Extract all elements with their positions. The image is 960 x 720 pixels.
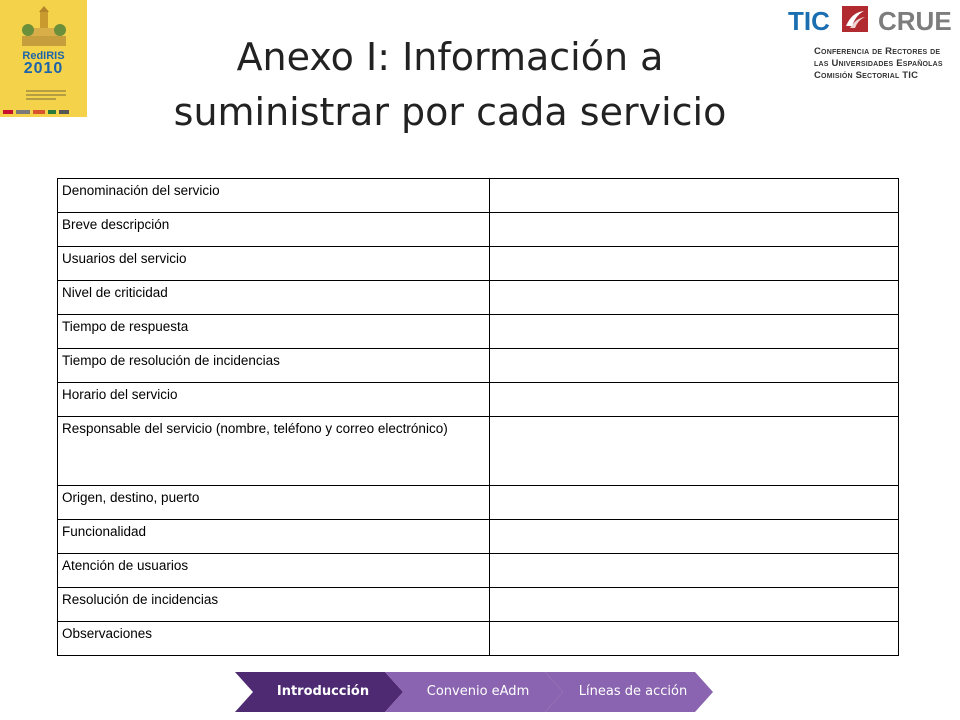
page-title-line1: Anexo I: Información a — [236, 35, 664, 79]
nav-item-convenio-eadm[interactable]: Convenio eAdm — [426, 684, 530, 699]
table-row — [58, 588, 899, 622]
crue-subtitle — [814, 46, 943, 82]
row-label: Nivel de criticidad — [58, 281, 490, 315]
nav-item-lineas-de-accion[interactable]: Líneas de acción — [578, 684, 688, 699]
row-value — [490, 281, 899, 315]
crue-subtitle-line: Comisión Sectorial TIC — [814, 70, 919, 81]
row-value — [490, 213, 899, 247]
crue-subtitle-line: las Universidades Españolas — [814, 58, 943, 69]
row-value — [490, 486, 899, 520]
row-value — [490, 622, 899, 656]
table-row — [58, 417, 899, 486]
tower-illustration-icon — [20, 6, 68, 50]
row-value — [490, 315, 899, 349]
table-row — [58, 349, 899, 383]
row-label: Resolución de incidencias — [58, 588, 490, 622]
table-row — [58, 520, 899, 554]
row-label: Origen, destino, puerto — [58, 486, 490, 520]
row-label: Usuarios del servicio — [58, 247, 490, 281]
row-label: Responsable del servicio (nombre, teléfono y correo electrónico) — [58, 417, 490, 486]
tic-wordmark — [788, 6, 830, 37]
section-navigation — [235, 672, 715, 712]
row-value — [490, 179, 899, 213]
table-row — [58, 315, 899, 349]
row-value — [490, 349, 899, 383]
table-row — [58, 281, 899, 315]
row-label: Tiempo de resolución de incidencias — [58, 349, 490, 383]
row-label: Breve descripción — [58, 213, 490, 247]
row-value — [490, 417, 899, 486]
crue-wordmark: CRUE — [878, 6, 952, 36]
table-row — [58, 554, 899, 588]
table-row — [58, 179, 899, 213]
row-label: Funcionalidad — [58, 520, 490, 554]
table-row — [58, 383, 899, 417]
sponsor-logos — [3, 110, 85, 115]
row-label: Observaciones — [58, 622, 490, 656]
nav-item-introduccion[interactable]: Introducción — [276, 684, 370, 699]
page-title — [110, 30, 790, 140]
table-row — [58, 213, 899, 247]
row-value — [490, 554, 899, 588]
row-value — [490, 383, 899, 417]
table-row — [58, 486, 899, 520]
row-value — [490, 520, 899, 554]
table-row — [58, 247, 899, 281]
rediris-logo-year: 2010 — [23, 60, 64, 77]
service-info-table — [57, 178, 899, 656]
tic-letters: TIC — [788, 6, 830, 36]
table-row — [58, 622, 899, 656]
tic-crue-logo — [788, 2, 958, 92]
row-label: Denominación del servicio — [58, 179, 490, 213]
rediris-logo — [0, 0, 87, 117]
page-title-line2: suministrar por cada servicio — [173, 90, 727, 134]
row-label: Tiempo de respuesta — [58, 315, 490, 349]
rediris-logo-fineprint — [26, 90, 66, 102]
row-value — [490, 247, 899, 281]
crue-emblem-icon — [842, 6, 868, 32]
row-label: Atención de usuarios — [58, 554, 490, 588]
crue-subtitle-line: Conferencia de Rectores de — [814, 46, 941, 57]
row-label: Horario del servicio — [58, 383, 490, 417]
row-value — [490, 588, 899, 622]
rediris-logo-name: RedIRIS — [22, 50, 65, 62]
